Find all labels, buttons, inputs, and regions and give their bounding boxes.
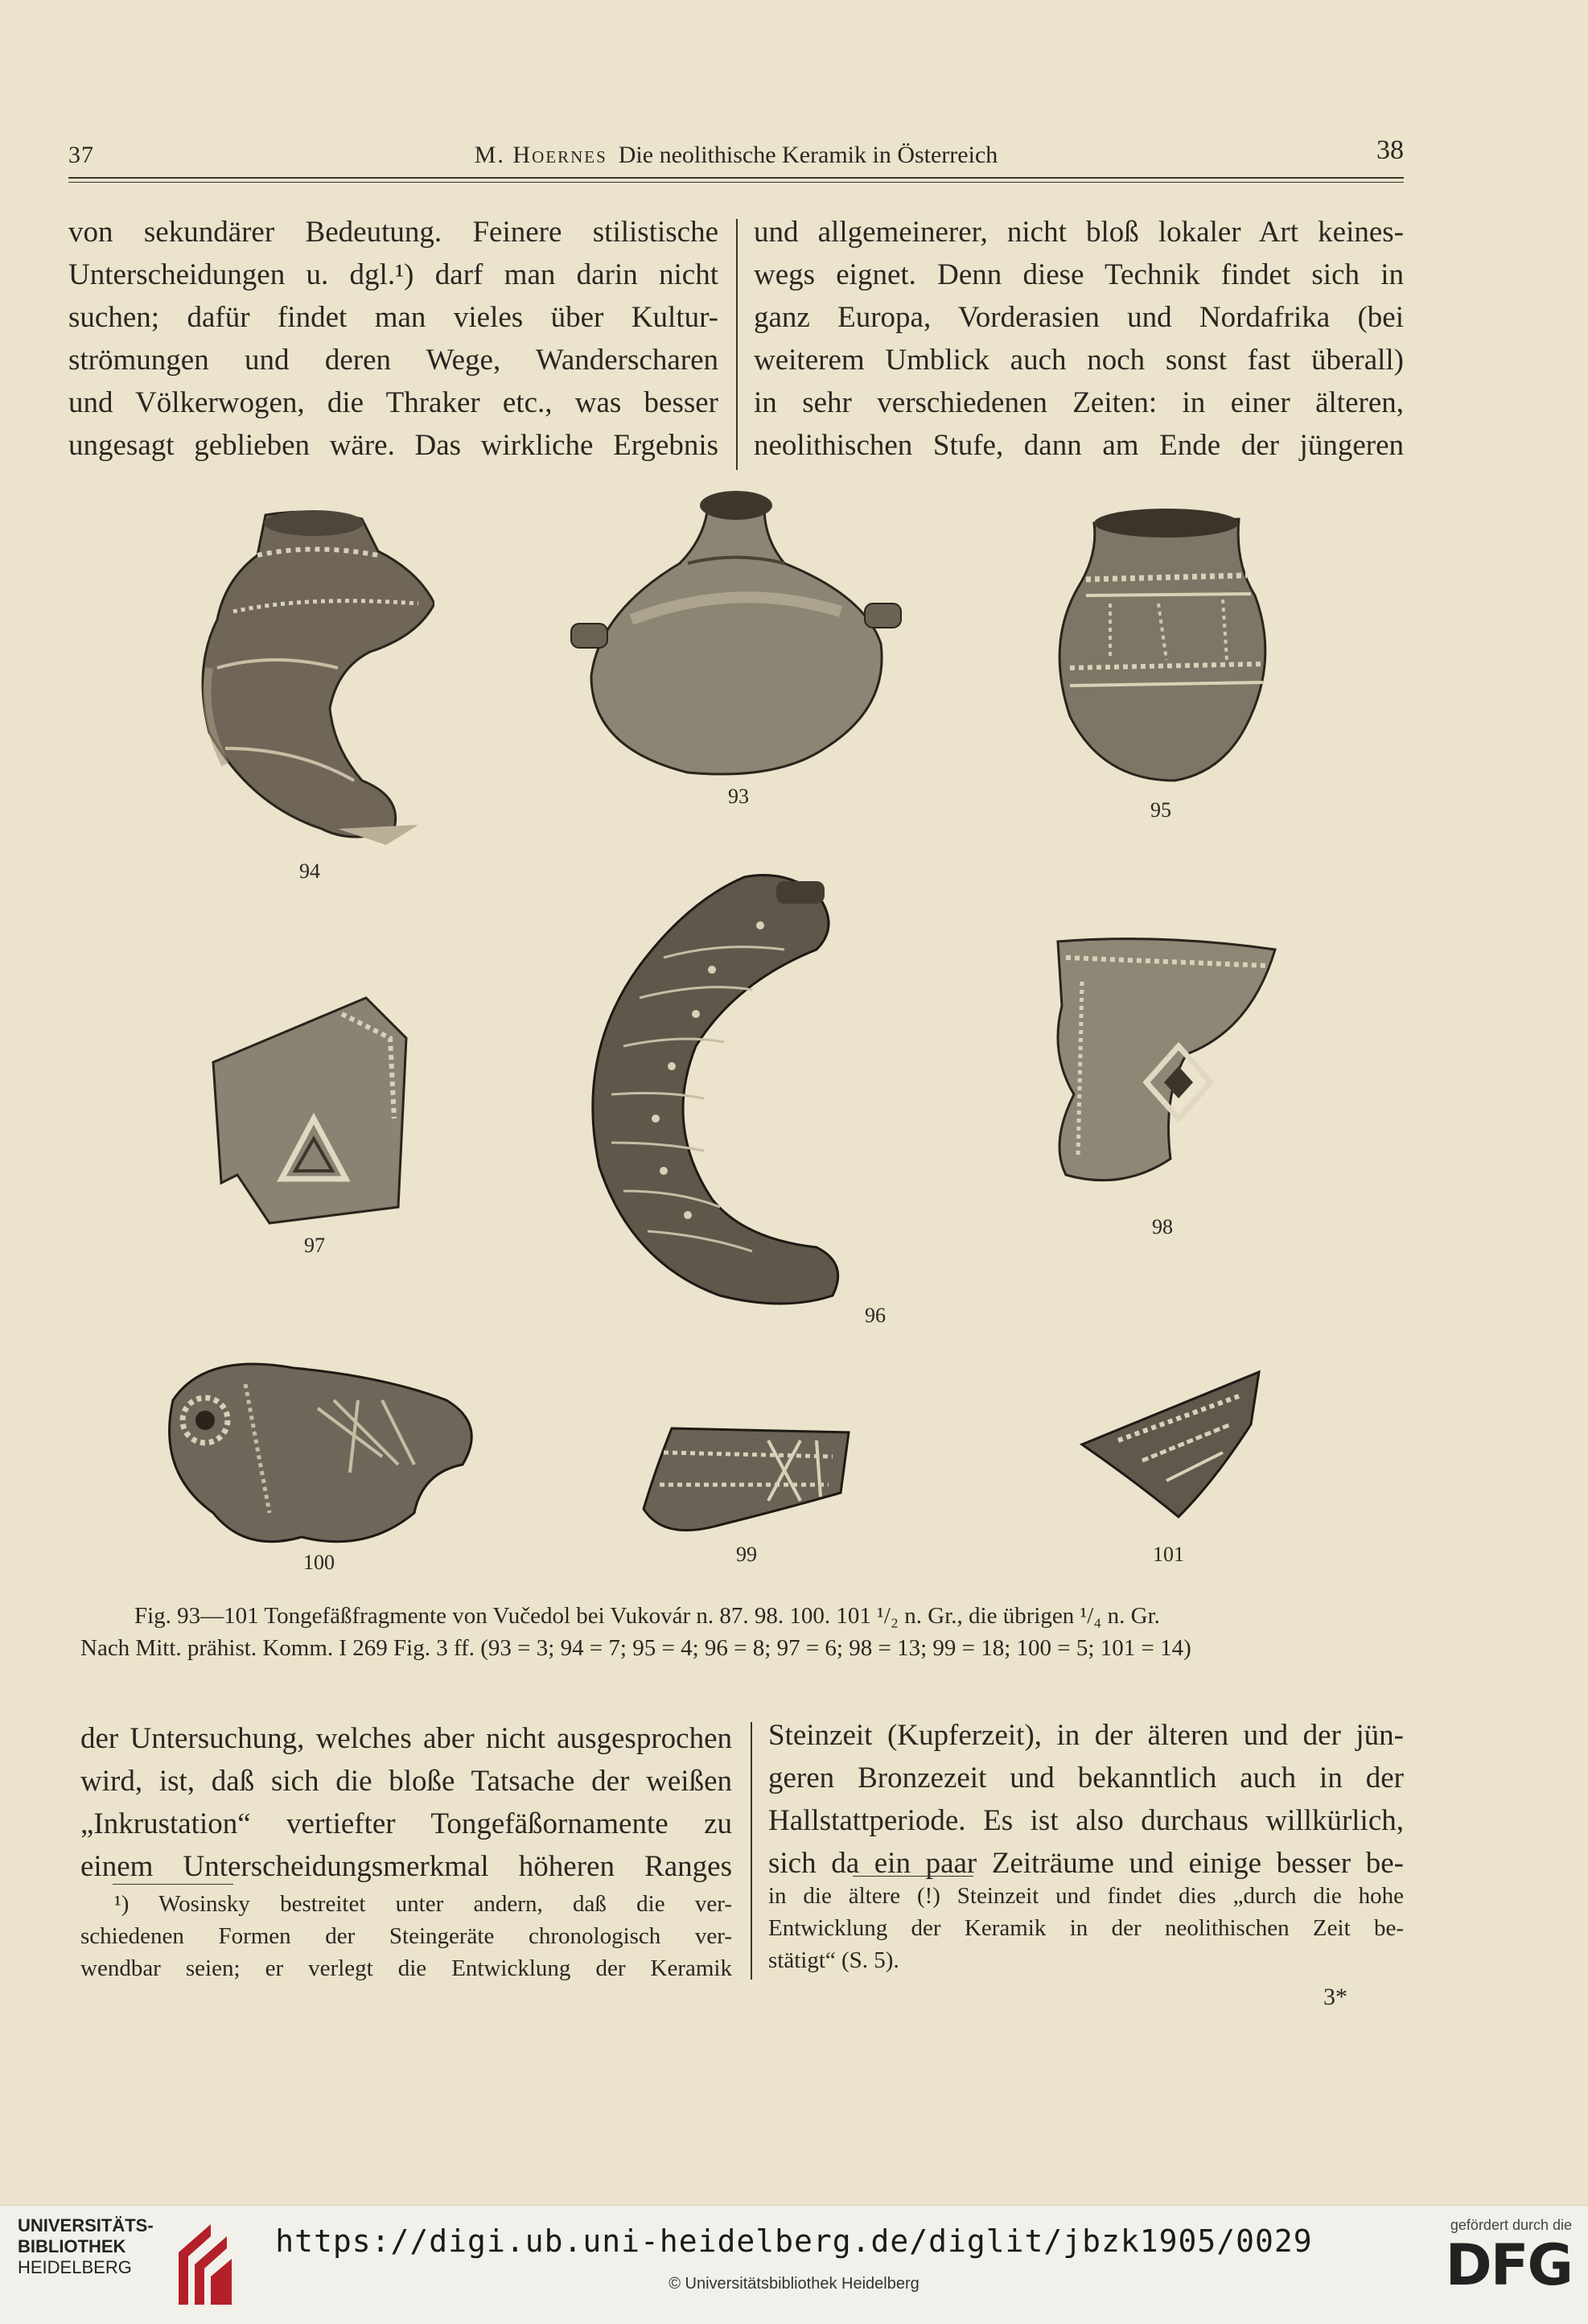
footnote-line: in die ältere (!) Steinzeit und findet dies „durch die hohe (768, 1883, 1404, 1909)
top-right-column (754, 211, 1404, 467)
text-line: einem Unterscheidungsmerkmal höheren Ranges (80, 1850, 732, 1883)
text-line: Hallstattperiode. Es ist also durchaus willkürlich, (768, 1804, 1404, 1837)
signature-mark: 3* (1323, 1984, 1347, 2010)
text-line: geren Bronzezeit und bekanntlich auch in der (768, 1762, 1404, 1795)
figure-label-94: 94 (299, 859, 320, 883)
text-line: der Untersuchung, welches aber nicht ausgesprochen (80, 1722, 732, 1755)
figure-label-100: 100 (303, 1551, 335, 1574)
figure-100-fragment (157, 1352, 487, 1561)
footnote-line: stätigt“ (S. 5). (768, 1947, 899, 1973)
document-url-link[interactable]: https://digi.ub.uni-heidelberg.de/diglit/jbzk1905/0029 (275, 2223, 1313, 2259)
figure-caption (80, 1600, 1408, 1664)
text-line: und Völkerwogen, die Thraker etc., was besser (68, 386, 718, 419)
dfg-logo[interactable] (1403, 2217, 1572, 2314)
column-divider (736, 219, 738, 470)
figure-93-vessel (567, 483, 905, 781)
footnote-line: schiedenen Formen der Steingeräte chronologisch ver- (80, 1923, 732, 1949)
text-line: in sehr verschiedenen Zeiten: in einer älteren, (754, 386, 1404, 419)
running-title (68, 142, 1404, 169)
figure-97-fragment (205, 990, 422, 1231)
text-line: Steinzeit (Kupferzeit), in der älteren und der jün- (768, 1719, 1404, 1752)
figure-98-fragment (1042, 933, 1283, 1199)
text-line: ungesagt geblieben wäre. Das wirkliche Ergebnis (68, 429, 718, 462)
text-line: strömungen und deren Wege, Wanderscharen (68, 344, 718, 377)
footnote-rule-left (113, 1884, 233, 1885)
figure-label-99: 99 (736, 1543, 757, 1566)
figure-label-96: 96 (865, 1304, 886, 1327)
text-line: und allgemeinerer, nicht bloß lokaler Art keines- (754, 216, 1404, 249)
figure-label-97: 97 (304, 1234, 325, 1257)
text-line: weiterem Umblick auch noch sonst fast überall) (754, 344, 1404, 377)
caption-line: Fig. 93—101 Tongefäßfragmente von Vučedol bei Vukovár n. 87. 98. 100. 101 ¹/₂ n. Gr., die übrigen ¹/₄ n. Gr. (134, 1603, 1160, 1629)
text-line: wird, ist, daß sich die bloße Tatsache der weißen (80, 1765, 732, 1798)
text-line: neolithischen Stufe, dann am Ende der jüngeren (754, 429, 1404, 462)
author-name: M. Hoernes (474, 142, 607, 168)
figure-label-93: 93 (728, 785, 749, 808)
text-line: Unterscheidungen u. dgl.¹) darf man darin nicht (68, 258, 718, 291)
dfg-wordmark: DFG (1445, 2232, 1572, 2298)
figure-label-98: 98 (1152, 1215, 1173, 1238)
text-line: „Inkrustation“ vertiefter Tongefäßornamente zu (80, 1807, 732, 1840)
header-rule (68, 177, 1404, 179)
footnote-left (80, 1888, 732, 1984)
figure-99-fragment (640, 1420, 857, 1541)
header-rule-thin (68, 182, 1404, 183)
library-name-line: UNIVERSITÄTS- (18, 2215, 154, 2235)
page-number-left: 37 (68, 142, 94, 168)
bottom-right-column (768, 1714, 1404, 1885)
figure-94-vessel (177, 507, 434, 853)
footnote-rule-right (853, 1876, 973, 1877)
figure-95-vessel (1038, 499, 1279, 789)
copyright-notice: © Universitätsbibliothek Heidelberg (669, 2275, 919, 2293)
viewer-footer (0, 2205, 1588, 2324)
footnote-right (768, 1880, 1404, 1976)
text-line: wegs eignet. Denn diese Technik findet sich in (754, 258, 1404, 291)
top-left-column (68, 211, 718, 467)
bottom-left-column (80, 1717, 732, 1888)
footnote-line: wendbar seien; er verlegt die Entwicklung der Keramik (80, 1955, 732, 1981)
library-name-line: HEIDELBERG (18, 2257, 132, 2277)
text-line: suchen; dafür findet man vieles über Kultur- (68, 301, 718, 334)
text-line: ganz Europa, Vorderasien und Nordafrika (bei (754, 301, 1404, 334)
page-number-right: 38 (1376, 135, 1404, 165)
figure-label-95: 95 (1150, 798, 1171, 822)
text-line: sich da ein paar Zeiträume und einige besser be- (768, 1847, 1404, 1880)
library-name-line: BIBLIOTHEK (18, 2236, 126, 2256)
running-header (68, 135, 1404, 175)
column-divider-bottom (751, 1722, 752, 1980)
text-line: von sekundärer Bedeutung. Feinere stilistische (68, 216, 718, 249)
figure-label-101: 101 (1153, 1543, 1184, 1566)
funded-by-label: gefördert durch die (1450, 2217, 1572, 2233)
footnote-line: Entwicklung der Keramik in der neolithischen Zeit be- (768, 1915, 1404, 1941)
caption-line: Nach Mitt. prähist. Komm. I 269 Fig. 3 ff. (93 = 3; 94 = 7; 95 = 4; 96 = 8; 97 = 6; 98 = 13; 99 = 18; 100 = 5; 101 = 14) (80, 1635, 1191, 1661)
footnote-line: ¹) Wosinsky bestreitet unter andern, daß die ver- (114, 1891, 732, 1917)
figure-101-fragment (1078, 1368, 1271, 1521)
article-title: Die neolithische Keramik in Österreich (618, 142, 998, 168)
figure-96-horn-vessel (575, 861, 865, 1312)
